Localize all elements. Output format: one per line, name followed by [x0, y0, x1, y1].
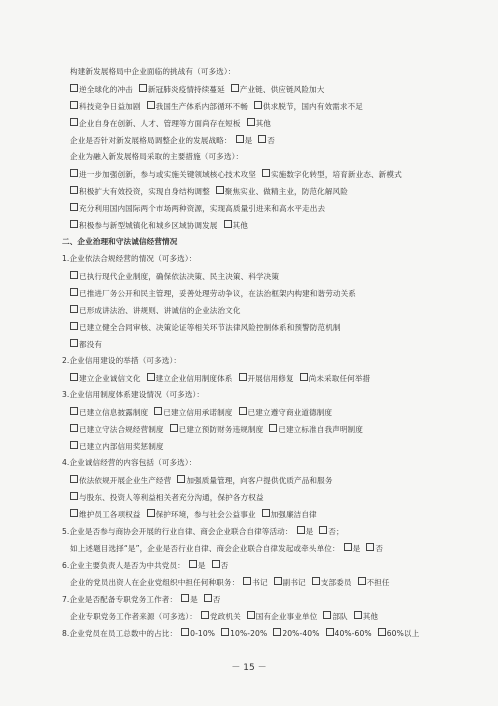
checkbox-icon[interactable]: [216, 186, 224, 194]
question-text: 5.企业是否参与商协会开展的行业自律、商会企业联合自律等活动：: [62, 526, 293, 536]
option-label: 建立企业信用制度体系: [155, 373, 233, 383]
question-text: 2.企业信用建设的举措（可多选）：: [62, 356, 182, 365]
form-line: [62, 254, 196, 264]
form-line: [70, 67, 235, 77]
checkbox-icon[interactable]: [319, 526, 327, 534]
checkbox-icon[interactable]: [70, 509, 78, 517]
checkbox-option[interactable]: [344, 544, 361, 553]
option-label: 否: [267, 135, 275, 145]
checkbox-option[interactable]: [258, 136, 275, 145]
option-label: 10%-20%: [230, 628, 268, 638]
option-label: 维护员工各项权益: [79, 509, 141, 519]
checkbox-icon[interactable]: [204, 594, 212, 602]
question-text: 企业专职党务工作者来源（可多选）：: [70, 611, 197, 621]
checkbox-option[interactable]: [154, 408, 232, 417]
checkbox-option[interactable]: [70, 340, 102, 349]
option-label: 支部委员: [320, 577, 352, 587]
checkbox-option[interactable]: [70, 323, 341, 332]
checkbox-icon[interactable]: [326, 628, 334, 636]
form-line: [70, 475, 339, 486]
checkbox-icon[interactable]: [231, 84, 239, 92]
option-label: 开展信用修复: [247, 373, 294, 383]
checkbox-icon[interactable]: [170, 424, 178, 432]
checkbox-option[interactable]: [147, 374, 233, 383]
option-label: 加强廉洁自律: [270, 509, 317, 519]
question-text: 3.企业信用制度体系建设情况（可多选）：: [62, 390, 205, 399]
checkbox-option[interactable]: [326, 629, 372, 638]
checkbox-icon[interactable]: [70, 492, 78, 500]
form-line: [70, 322, 347, 333]
checkbox-option[interactable]: [323, 612, 347, 621]
checkbox-icon[interactable]: [354, 611, 362, 619]
option-label: 企业自身在创新、人才、管理等方面尚存在短板: [79, 118, 241, 128]
checkbox-icon[interactable]: [70, 186, 78, 194]
question-text: 构建新发展格局中企业面临的挑战有（可多选）：: [70, 67, 236, 76]
checkbox-icon[interactable]: [247, 118, 255, 126]
checkbox-icon[interactable]: [221, 628, 229, 636]
checkbox-option[interactable]: [274, 578, 306, 587]
checkbox-option[interactable]: [181, 595, 198, 604]
checkbox-icon[interactable]: [366, 543, 374, 551]
checkbox-option[interactable]: [70, 187, 210, 196]
form-line: [70, 543, 389, 554]
checkbox-option[interactable]: [70, 306, 241, 315]
option-label: 否: [212, 594, 221, 604]
checkbox-option[interactable]: [262, 510, 317, 519]
form-line: [70, 186, 354, 197]
checkbox-icon[interactable]: [70, 424, 78, 432]
option-label: 其他: [362, 611, 379, 621]
checkbox-icon[interactable]: [378, 628, 386, 636]
option-label: 党政机关: [210, 611, 241, 621]
checkbox-icon[interactable]: [269, 424, 277, 432]
checkbox-option[interactable]: [239, 408, 333, 417]
form-line: [70, 101, 369, 112]
checkbox-option[interactable]: [243, 578, 267, 587]
question-text: 1.企业依法合规经营的情况（可多选）：: [62, 254, 197, 263]
option-label: 副书记: [282, 577, 306, 587]
option-label: 积极扩大有效投资，实现自身结构调整: [79, 186, 210, 196]
option-label: 建立企业诚信文化: [79, 373, 141, 383]
option-label: 40%-60%: [334, 628, 372, 638]
option-label: 60%以上: [386, 628, 420, 638]
option-label: 逆全球化的冲击: [79, 84, 133, 94]
checkbox-icon[interactable]: [243, 577, 251, 585]
page-number: － 15 －: [231, 663, 267, 673]
checkbox-option[interactable]: [273, 629, 319, 638]
form-line: [70, 407, 338, 418]
form-line: [70, 84, 330, 95]
form-line: [70, 305, 247, 316]
checkbox-icon[interactable]: [70, 322, 78, 330]
checkbox-icon[interactable]: [70, 475, 78, 483]
section-heading: [62, 237, 177, 247]
checkbox-icon[interactable]: [274, 577, 282, 585]
checkbox-icon[interactable]: [358, 577, 366, 585]
form-line: [62, 526, 350, 537]
option-label: 已建立守法合规经营制度: [79, 424, 164, 434]
option-label: 都没有: [79, 339, 103, 349]
checkbox-icon[interactable]: [139, 84, 147, 92]
option-label: 其他: [232, 220, 248, 230]
checkbox-option[interactable]: [212, 561, 229, 570]
option-label: 20%-40%: [282, 628, 320, 638]
checkbox-icon[interactable]: [224, 220, 232, 228]
checkbox-option[interactable]: [358, 578, 390, 587]
question-text: 企业的党员出资人在企业党组织中担任何种职务：: [70, 577, 240, 587]
option-label: 我国生产体系内部循环不畅: [155, 101, 248, 111]
option-label: 进一步加强创新，参与或实施关键领域核心技术攻坚: [79, 169, 256, 179]
checkbox-option[interactable]: [70, 119, 241, 128]
form-line: [70, 220, 254, 231]
option-label: 是: [197, 560, 206, 570]
checkbox-icon[interactable]: [247, 611, 255, 619]
question-text: 8.企业党员在员工总数中的占比：: [62, 628, 178, 638]
option-label: 已建立标准自我声明制度: [278, 424, 363, 434]
checkbox-option[interactable]: [139, 85, 225, 94]
option-label: 其他: [255, 118, 271, 128]
checkbox-option[interactable]: [70, 425, 164, 434]
checkbox-icon[interactable]: [273, 628, 281, 636]
question-text: 6.企业主要负责人是否为中共党员：: [62, 560, 185, 570]
option-label: 是: [244, 135, 253, 145]
checkbox-option[interactable]: [70, 204, 325, 213]
checkbox-option[interactable]: [70, 170, 256, 179]
checkbox-icon[interactable]: [70, 271, 78, 279]
checkbox-icon[interactable]: [70, 169, 78, 177]
checkbox-option[interactable]: [354, 612, 378, 621]
question-text: 4.企业诚信经营的内容包括（可多选）：: [62, 458, 197, 467]
checkbox-option[interactable]: [319, 527, 343, 536]
option-label: 是: [190, 594, 198, 604]
checkbox-option[interactable]: [181, 629, 215, 638]
option-label: 聚焦实业、做精主业，防范化解风险: [224, 186, 348, 196]
option-label: 与股东、投资人等利益相关者充分沟通，保护各方权益: [79, 492, 264, 502]
checkbox-option[interactable]: [70, 272, 279, 281]
checkbox-option[interactable]: [216, 187, 348, 196]
checkbox-icon[interactable]: [189, 560, 197, 568]
form-line: [62, 458, 196, 468]
checkbox-icon[interactable]: [181, 594, 189, 602]
option-label: 已建立信息披露制度: [79, 407, 149, 417]
checkbox-option[interactable]: [70, 289, 356, 298]
checkbox-icon[interactable]: [344, 543, 352, 551]
checkbox-option[interactable]: [147, 510, 256, 519]
checkbox-option[interactable]: [70, 221, 218, 230]
checkbox-icon[interactable]: [258, 135, 266, 143]
checkbox-option[interactable]: [254, 102, 363, 111]
option-label: 新冠肺炎疫情持续蔓延: [147, 84, 225, 94]
option-label: 国有企业事业单位: [255, 611, 318, 621]
checkbox-option[interactable]: [366, 544, 383, 553]
checkbox-icon[interactable]: [70, 84, 78, 92]
option-label: 否: [375, 543, 384, 553]
option-label: 否: [220, 560, 229, 570]
checkbox-icon[interactable]: [70, 339, 78, 347]
checkbox-option[interactable]: [70, 408, 148, 417]
checkbox-icon[interactable]: [262, 509, 270, 517]
option-label: 积极参与新型城镇化和城乡区域协调发展: [79, 220, 218, 230]
checkbox-icon[interactable]: [70, 288, 78, 296]
option-label: 已建立预防财务违规制度: [178, 424, 264, 434]
checkbox-icon[interactable]: [300, 373, 308, 381]
checkbox-icon[interactable]: [236, 135, 244, 143]
option-label: 已建立信用承诺制度: [163, 407, 233, 417]
checkbox-icon[interactable]: [70, 101, 78, 109]
checkbox-icon[interactable]: [239, 407, 247, 415]
option-label: 已建立遵守商业道德制度: [247, 407, 333, 417]
option-label: 部队: [332, 611, 348, 621]
checkbox-option[interactable]: [189, 561, 206, 570]
checkbox-icon[interactable]: [323, 611, 331, 619]
option-label: 否；: [328, 526, 344, 536]
question-text: 企业为融入新发展格局采取的主要措施（可多选）：: [70, 152, 244, 161]
checkbox-icon[interactable]: [70, 118, 78, 126]
checkbox-icon[interactable]: [70, 407, 78, 415]
checkbox-icon[interactable]: [212, 560, 220, 568]
checkbox-option[interactable]: [239, 374, 294, 383]
checkbox-icon[interactable]: [147, 509, 155, 517]
form-line: [62, 390, 204, 400]
checkbox-icon[interactable]: [201, 611, 209, 619]
option-label: 尚未采取任何举措: [308, 373, 371, 383]
checkbox-option[interactable]: [221, 629, 267, 638]
checkbox-option[interactable]: [177, 476, 332, 485]
checkbox-icon[interactable]: [70, 203, 78, 211]
option-label: 产业链、供应链风险加大: [239, 84, 325, 94]
option-label: 0-10%: [190, 628, 216, 638]
form-line: [62, 628, 425, 639]
option-label: 已建立内部信用奖惩制度: [79, 441, 164, 451]
checkbox-icon[interactable]: [177, 475, 185, 483]
checkbox-icon[interactable]: [239, 373, 247, 381]
checkbox-option[interactable]: [70, 102, 141, 111]
checkbox-option[interactable]: [70, 442, 164, 451]
option-label: 是: [305, 526, 314, 536]
option-label: 已形成讲法治、讲规则、讲诚信的企业法治文化: [79, 305, 241, 315]
checkbox-option[interactable]: [70, 374, 141, 383]
checkbox-option[interactable]: [247, 119, 271, 128]
checkbox-option[interactable]: [224, 221, 248, 230]
option-label: 实施数字化转型，培育新业态、新模式: [270, 169, 402, 179]
form-line: [70, 203, 331, 214]
checkbox-option[interactable]: [262, 170, 402, 179]
checkbox-option[interactable]: [147, 102, 248, 111]
question-text: 企业是否针对新发展格局调整企业的发展战略：: [70, 135, 232, 145]
checkbox-icon[interactable]: [70, 220, 78, 228]
option-label: 已执行现代企业制度，确保依法决策、民主决策、科学决策: [79, 271, 280, 281]
checkbox-icon[interactable]: [154, 407, 162, 415]
question-text: 二、企业治理和守法诚信经营情况: [62, 237, 178, 246]
checkbox-icon[interactable]: [70, 441, 78, 449]
option-label: 供求脱节，国内有效需求不足: [262, 101, 363, 111]
checkbox-icon[interactable]: [254, 101, 262, 109]
checkbox-option[interactable]: [201, 612, 241, 621]
form-line: [70, 611, 384, 622]
form-line: [70, 441, 170, 452]
option-label: 书记: [252, 577, 268, 587]
form-line: [62, 560, 234, 571]
checkbox-option[interactable]: [312, 578, 352, 587]
option-label: 依法依规开展企业生产经营: [79, 475, 172, 485]
option-label: 保护环境，参与社会公益事业: [155, 509, 256, 519]
form-line: [70, 577, 396, 588]
form-line: [70, 118, 277, 129]
question-text: 如上述题目选择“是”，企业是否行业自律、商会企业联合自律发起或牵头单位：: [70, 543, 340, 553]
checkbox-option[interactable]: [236, 136, 253, 145]
form-line: [70, 509, 323, 520]
checkbox-icon[interactable]: [70, 305, 78, 313]
checkbox-option[interactable]: [300, 374, 371, 383]
checkbox-option[interactable]: [231, 85, 325, 94]
form-line: [70, 135, 281, 146]
checkbox-icon[interactable]: [147, 373, 155, 381]
checkbox-option[interactable]: [204, 595, 221, 604]
form-line: [70, 271, 285, 282]
form-line: [70, 152, 243, 162]
checkbox-icon[interactable]: [297, 526, 305, 534]
checkbox-icon[interactable]: [262, 169, 270, 177]
form-line: [70, 492, 270, 503]
option-label: 充分利用国内国际两个市场两种资源，实现高质量引进来和高水平走出去: [79, 203, 326, 213]
checkbox-icon[interactable]: [147, 101, 155, 109]
option-label: 已推进厂务公开和民主管理，妥善处理劳动争议，在法治框架内构建和谐劳动关系: [79, 288, 356, 298]
option-label: 科技竞争日益加剧: [79, 101, 141, 111]
form-line: [70, 339, 108, 350]
form-line: [70, 288, 362, 299]
option-label: 加强质量管理，向客户提供优质产品和服务: [186, 475, 333, 485]
checkbox-icon[interactable]: [181, 628, 189, 636]
checkbox-option[interactable]: [247, 612, 318, 621]
checkbox-option[interactable]: [70, 510, 141, 519]
option-label: 不担任: [366, 577, 390, 587]
form-line: [62, 356, 181, 366]
checkbox-option[interactable]: [70, 493, 264, 502]
form-line: [62, 594, 227, 605]
checkbox-option[interactable]: [170, 425, 264, 434]
checkbox-option[interactable]: [70, 476, 171, 485]
form-line: [70, 424, 369, 435]
checkbox-icon[interactable]: [70, 373, 78, 381]
checkbox-option[interactable]: [378, 629, 420, 638]
checkbox-option[interactable]: [297, 527, 314, 536]
form-line: [70, 169, 408, 180]
question-text: 7.企业是否配备专职党务工作者：: [62, 594, 178, 604]
checkbox-icon[interactable]: [312, 577, 320, 585]
option-label: 已建立健全合同审核、决策论证等相关环节法律风险控制体系和预警防范机制: [79, 322, 341, 332]
option-label: 是: [352, 543, 361, 553]
checkbox-option[interactable]: [70, 85, 133, 94]
checkbox-option[interactable]: [269, 425, 363, 434]
form-line: [70, 373, 376, 384]
